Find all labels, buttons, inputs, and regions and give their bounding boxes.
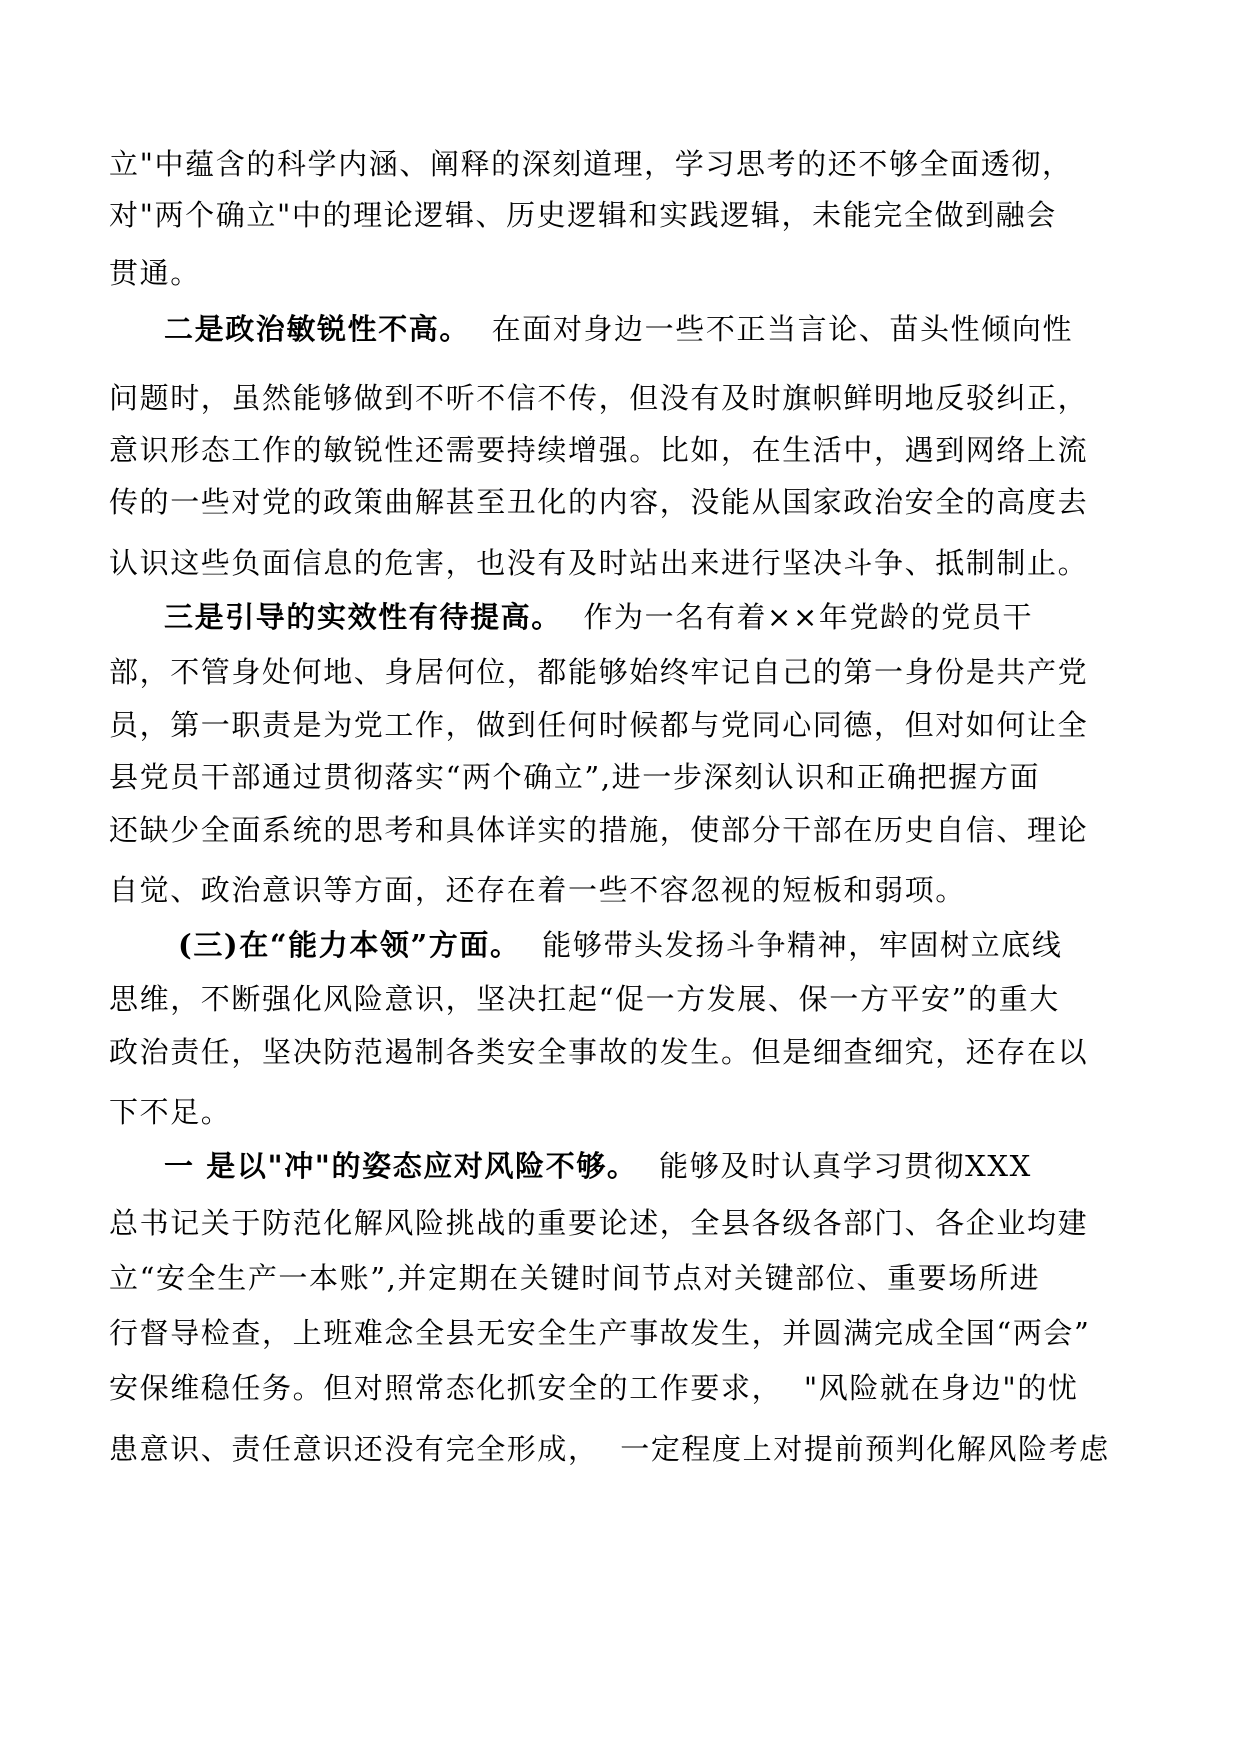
text-line (109, 873, 966, 907)
text-line (109, 1371, 1079, 1405)
text-line (164, 1149, 1032, 1183)
paragraph-heading: 二是政治敏锐性不高。 (164, 312, 471, 346)
line-text: 在面对身边一些不正当言论、苗头性倾向性 (470, 312, 1074, 346)
line-text: 作为一名有着××年党龄的党员干 (561, 600, 1034, 634)
text-line (109, 1432, 1110, 1466)
line-text: 立“安全生产一本账”,并定期在关键时间节点对关键部位、重要场所进 (109, 1261, 1041, 1295)
line-text: 行督导检查，上班难念全县无安全生产事故发生，并圆满完成全国“两会” (109, 1316, 1091, 1350)
text-line (109, 256, 201, 290)
text-line (164, 600, 1033, 634)
line-text: 员，第一职责是为党工作，做到任何时候都与党同心同德，但对如何让全 (109, 708, 1089, 742)
line-text: 对"两个确立"中的理论逻辑、历史逻辑和实践逻辑，未能完全做到融会 (109, 198, 1057, 232)
section-heading: (三)在“能力本领”方面。 (178, 928, 521, 962)
text-line (109, 655, 1088, 689)
text-line (109, 813, 1088, 847)
line-text: 认识这些负面信息的危害，也没有及时站出来进行坚决斗争、抵制制止。 (109, 546, 1089, 580)
line-text: 能够及时认真学习贯彻XXX (637, 1149, 1032, 1183)
line-text: 还缺少全面系统的思考和具体详实的措施，使部分干部在历史自信、理论 (109, 813, 1089, 847)
paragraph-heading: 三是引导的实效性有待提高。 (164, 600, 562, 634)
text-line (109, 198, 1057, 232)
text-line (109, 1316, 1090, 1350)
line-text: 总书记关于防范化解风险挑战的重要论述，全县各级各部门、各企业均建 (109, 1206, 1089, 1240)
text-line (109, 1035, 1088, 1069)
line-text: 立"中蕴含的科学内涵、阐释的深刻道理，学习思考的还不够全面透彻， (109, 147, 1073, 181)
line-text: 县党员干部通过贯彻落实“两个确立”,进一步深刻认识和正确把握方面 (109, 760, 1041, 794)
text-line (109, 147, 1073, 181)
line-text: 部，不管身处何地、身居何位，都能够始终牢记自己的第一身份是共产党 (109, 655, 1089, 689)
text-line (109, 433, 1088, 467)
text-line (109, 1206, 1088, 1240)
text-line (109, 546, 1088, 580)
line-text: 意识形态工作的敏锐性还需要持续增强。比如，在生活中，遇到网络上流 (109, 433, 1089, 467)
line-text: 政治责任，坚决防范遏制各类安全事故的发生。但是细查细究，还存在以 (109, 1035, 1089, 1069)
paragraph-heading: 一 是以"冲"的姿态应对风险不够。 (164, 1149, 638, 1183)
line-text: 安保维稳任务。但对照常态化抓安全的工作要求， "风险就在身边"的忧 (109, 1371, 1079, 1405)
line-text: 思维，不断强化风险意识，坚决扛起“促一方发展、保一方平安”的重大 (109, 982, 1060, 1016)
text-line (109, 485, 1088, 519)
line-text: 下不足。 (109, 1095, 232, 1129)
line-text: 传的一些对党的政策曲解甚至丑化的内容，没能从国家政治安全的高度去 (109, 485, 1089, 519)
text-line (164, 312, 1073, 346)
line-text: 患意识、责任意识还没有完全形成， 一定程度上对提前预判化解风险考虑 (109, 1432, 1110, 1466)
text-line (109, 760, 1040, 794)
line-text: 能够带头发扬斗争精神，牢固树立底线 (520, 928, 1063, 962)
text-line (109, 708, 1088, 742)
text-line (109, 982, 1060, 1016)
line-text: 问题时，虽然能够做到不听不信不传，但没有及时旗帜鲜明地反驳纠正， (109, 381, 1089, 415)
text-line (109, 1261, 1040, 1295)
text-line (109, 381, 1088, 415)
line-text: 贯通。 (109, 256, 201, 290)
text-line (178, 928, 1062, 962)
line-text: 自觉、政治意识等方面，还存在着一些不容忽视的短板和弱项。 (109, 873, 966, 907)
text-line (109, 1095, 231, 1129)
